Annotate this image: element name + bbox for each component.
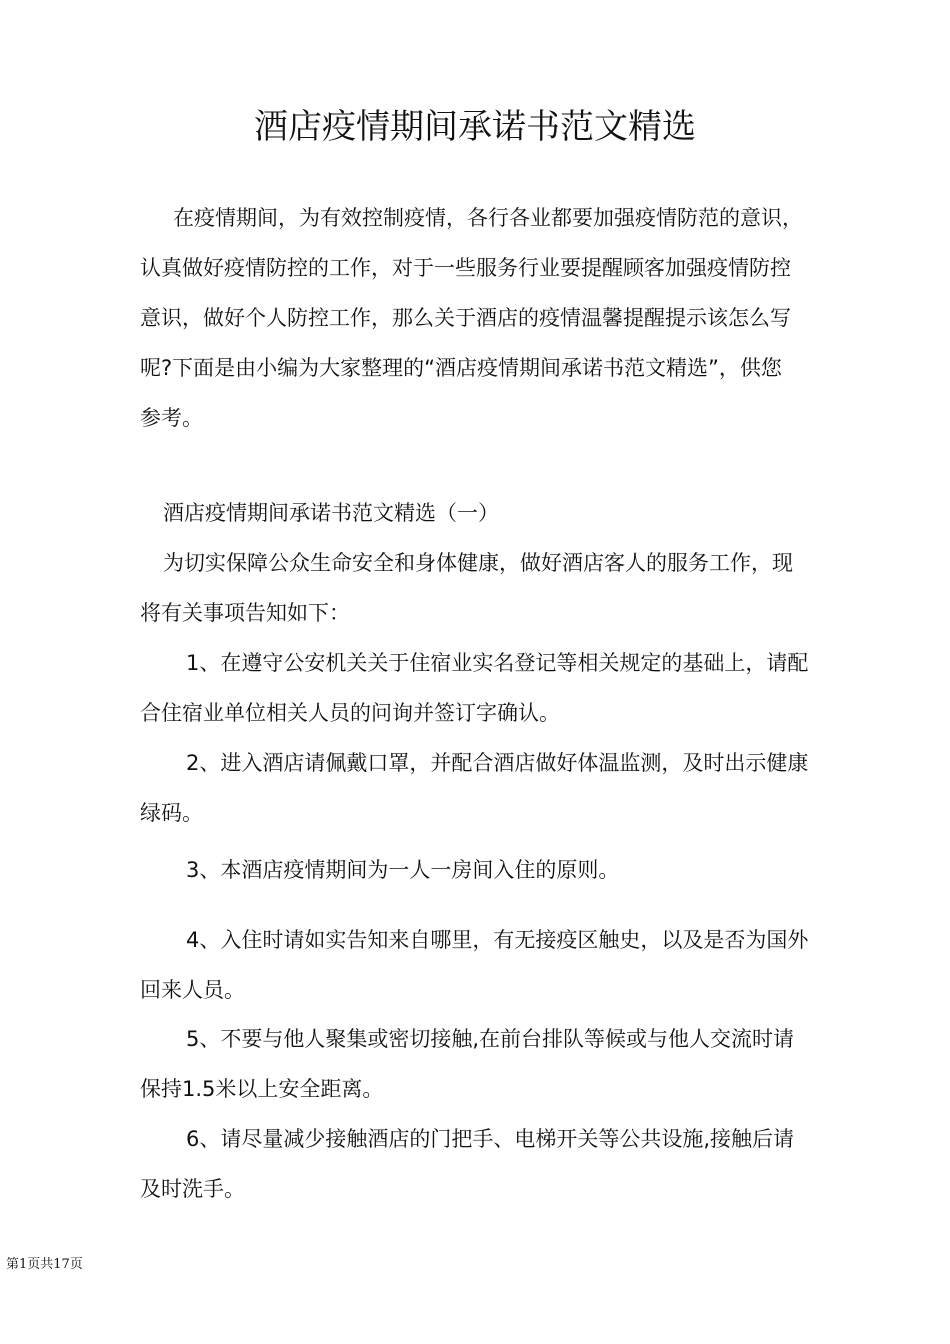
text-line: 5、不要与他人聚集或密切接触,在前台排队等候或与他人交流时请: [186, 1027, 795, 1051]
text-line: 及时洗手。: [140, 1177, 245, 1201]
list-item: [140, 1114, 820, 1214]
text-line: 绿码。: [140, 801, 203, 825]
text-line: 认真做好疫情防控的工作，对于一些服务行业要提醒顾客加强疫情防控: [140, 256, 791, 280]
page-title: 酒店疫情期间承诺书范文精选: [254, 107, 696, 147]
text-line: 为切实保障公众生命安全和身体健康，做好酒店客人的服务工作，现: [163, 551, 793, 575]
text-line: 保持1.5米以上安全距离。: [140, 1077, 384, 1101]
text-line: 回来人员。: [140, 978, 245, 1002]
list-item: [140, 638, 820, 738]
list-item: [140, 738, 820, 838]
text-line: 4、入住时请如实告知来自哪里，有无接疫区触史，以及是否为国外: [186, 928, 809, 952]
text-line: 参考。: [140, 406, 203, 430]
text-line: 呢?下面是由小编为大家整理的“酒店疫情期间承诺书范文精选”，供您: [140, 356, 782, 380]
text-line: 合住宿业单位相关人员的问询并签订字确认。: [140, 701, 560, 725]
text-line: 2、进入酒店请佩戴口罩，并配合酒店做好体温监测，及时出示健康: [186, 751, 809, 775]
text-line: 意识，做好个人防控工作，那么关于酒店的疫情温馨提醒提示该怎么写: [140, 306, 791, 330]
preamble-paragraph: [140, 538, 820, 638]
section-heading-text: 酒店疫情期间承诺书范文精选（一）: [163, 501, 499, 525]
list-item: [140, 845, 820, 895]
page-number-footer: 第1页共17页: [6, 1257, 83, 1272]
intro-paragraph: [140, 193, 820, 443]
text-line: 6、请尽量减少接触酒店的门把手、电梯开关等公共设施,接触后请: [186, 1127, 795, 1151]
text-line: 1、在遵守公安机关关于住宿业实名登记等相关规定的基础上，请配: [186, 651, 809, 675]
section-heading: [140, 488, 843, 538]
list-item: [140, 915, 820, 1015]
list-item: [140, 1014, 820, 1114]
text-line: 在疫情期间，为有效控制疫情，各行各业都要加强疫情防范的意识，: [152, 206, 803, 230]
text-line: 3、本酒店疫情期间为一人一房间入住的原则。: [186, 858, 620, 882]
text-line: 将有关事项告知如下：: [140, 601, 350, 625]
